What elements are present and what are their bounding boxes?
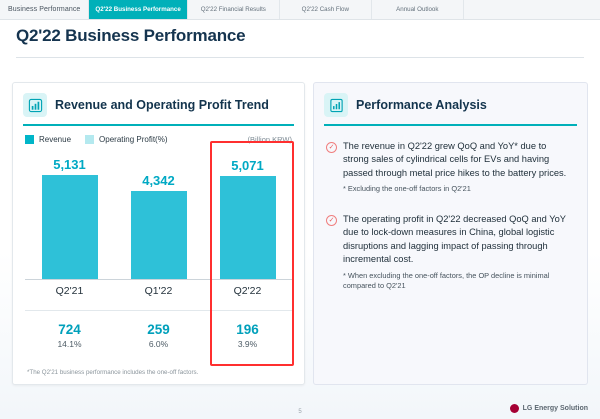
x-axis-labels [25, 280, 292, 302]
legend-label-revenue: Revenue [39, 135, 72, 144]
bar-value-q222: 5,071 [231, 158, 264, 173]
chart-footnote: *The Q2'21 business performance includes the one-off factors. [27, 369, 199, 376]
x-tick-q222: Q2'22 [233, 285, 262, 297]
bar-column-q222 [212, 158, 284, 280]
brand-name: LG Energy Solution [522, 405, 588, 412]
op-value-q222: 196 [236, 322, 259, 337]
op-cell-q122 [123, 322, 195, 349]
bar-chart-icon [23, 93, 47, 117]
tab-annual-outlook[interactable]: Annual Outlook [372, 0, 464, 19]
page-title: Q2'22 Business Performance [16, 26, 246, 45]
op-cell-q222 [212, 322, 284, 349]
tab-q222-cash-flow[interactable]: Q2'22 Cash Flow [280, 0, 372, 19]
list-item [326, 213, 573, 267]
legend-swatch-operating-profit [85, 135, 94, 144]
tab-q222-financial-results[interactable]: Q2'22 Financial Results [188, 0, 280, 19]
analysis-card-title: Performance Analysis [356, 98, 487, 112]
chart-unit-label: (Billion KRW) [247, 135, 292, 144]
op-percent-q222: 3.9% [237, 339, 258, 349]
revenue-chart-card [12, 82, 305, 385]
table-row[interactable] [42, 175, 98, 280]
top-navigation-bar [0, 0, 600, 20]
tab-list [89, 0, 600, 19]
brand-logo [510, 404, 588, 413]
bar-value-q122: 4,342 [142, 173, 175, 188]
chart-plot-area [25, 150, 292, 302]
legend-label-operating-profit: Operating Profit(%) [99, 135, 168, 144]
analysis-bullet-1-text: The revenue in Q2'22 grew QoQ and YoY* due to strong sales of cylindrical cells for EVs and having passed through metal price hikes to the battery prices. [343, 141, 567, 178]
legend-item-revenue [25, 135, 71, 144]
x-tick-q221: Q2'21 [55, 285, 84, 297]
analysis-bullet-2-note: * When excluding the one-off factors, the OP decline is minimal compared to Q2'21 [343, 270, 550, 290]
op-cell-q221 [34, 322, 106, 349]
performance-analysis-card [313, 82, 588, 385]
topbar-title: Business Performance [0, 0, 89, 19]
chart-legend [13, 126, 304, 144]
analysis-bullet-2-text: The operating profit in Q2'22 decreased QoQ and YoY due to lock-down measures in China, global logistic disruptions and lagging impact of passing through incremental cost. [343, 213, 566, 265]
legend-item-operating-profit [85, 135, 167, 144]
bar-group [25, 150, 292, 280]
analysis-card-header [314, 83, 587, 117]
bar-column-q122 [123, 173, 195, 280]
op-percent-q122: 6.0% [148, 339, 169, 349]
lg-logo-icon [510, 404, 519, 413]
x-tick-q122: Q1'22 [144, 285, 173, 297]
analysis-bullet-list [314, 126, 587, 291]
chart-card-title: Revenue and Operating Profit Trend [55, 98, 269, 112]
check-icon: ✓ [326, 142, 337, 153]
document-chart-icon [324, 93, 348, 117]
op-value-q122: 259 [147, 322, 170, 337]
op-percent-q221: 14.1% [57, 339, 82, 349]
legend-swatch-revenue [25, 135, 34, 144]
tab-q222-business-performance[interactable]: Q2'22 Business Performance [89, 0, 187, 19]
bar-value-q221: 5,131 [53, 157, 86, 172]
check-icon: ✓ [326, 215, 337, 226]
bar-column-q221 [34, 157, 106, 280]
analysis-bullet-2-note-wrap [343, 271, 573, 292]
chart-card-header [13, 83, 304, 117]
list-item [326, 140, 573, 180]
title-divider [16, 57, 584, 58]
table-row[interactable] [220, 176, 276, 280]
table-row[interactable] [131, 191, 187, 280]
analysis-bullet-1-note-wrap [343, 184, 573, 194]
op-value-q221: 724 [58, 322, 81, 337]
analysis-bullet-1-note: * Excluding the one-off factors in Q2'21 [343, 184, 471, 194]
page-number: 5 [298, 409, 302, 415]
operating-profit-value-row [25, 310, 292, 356]
